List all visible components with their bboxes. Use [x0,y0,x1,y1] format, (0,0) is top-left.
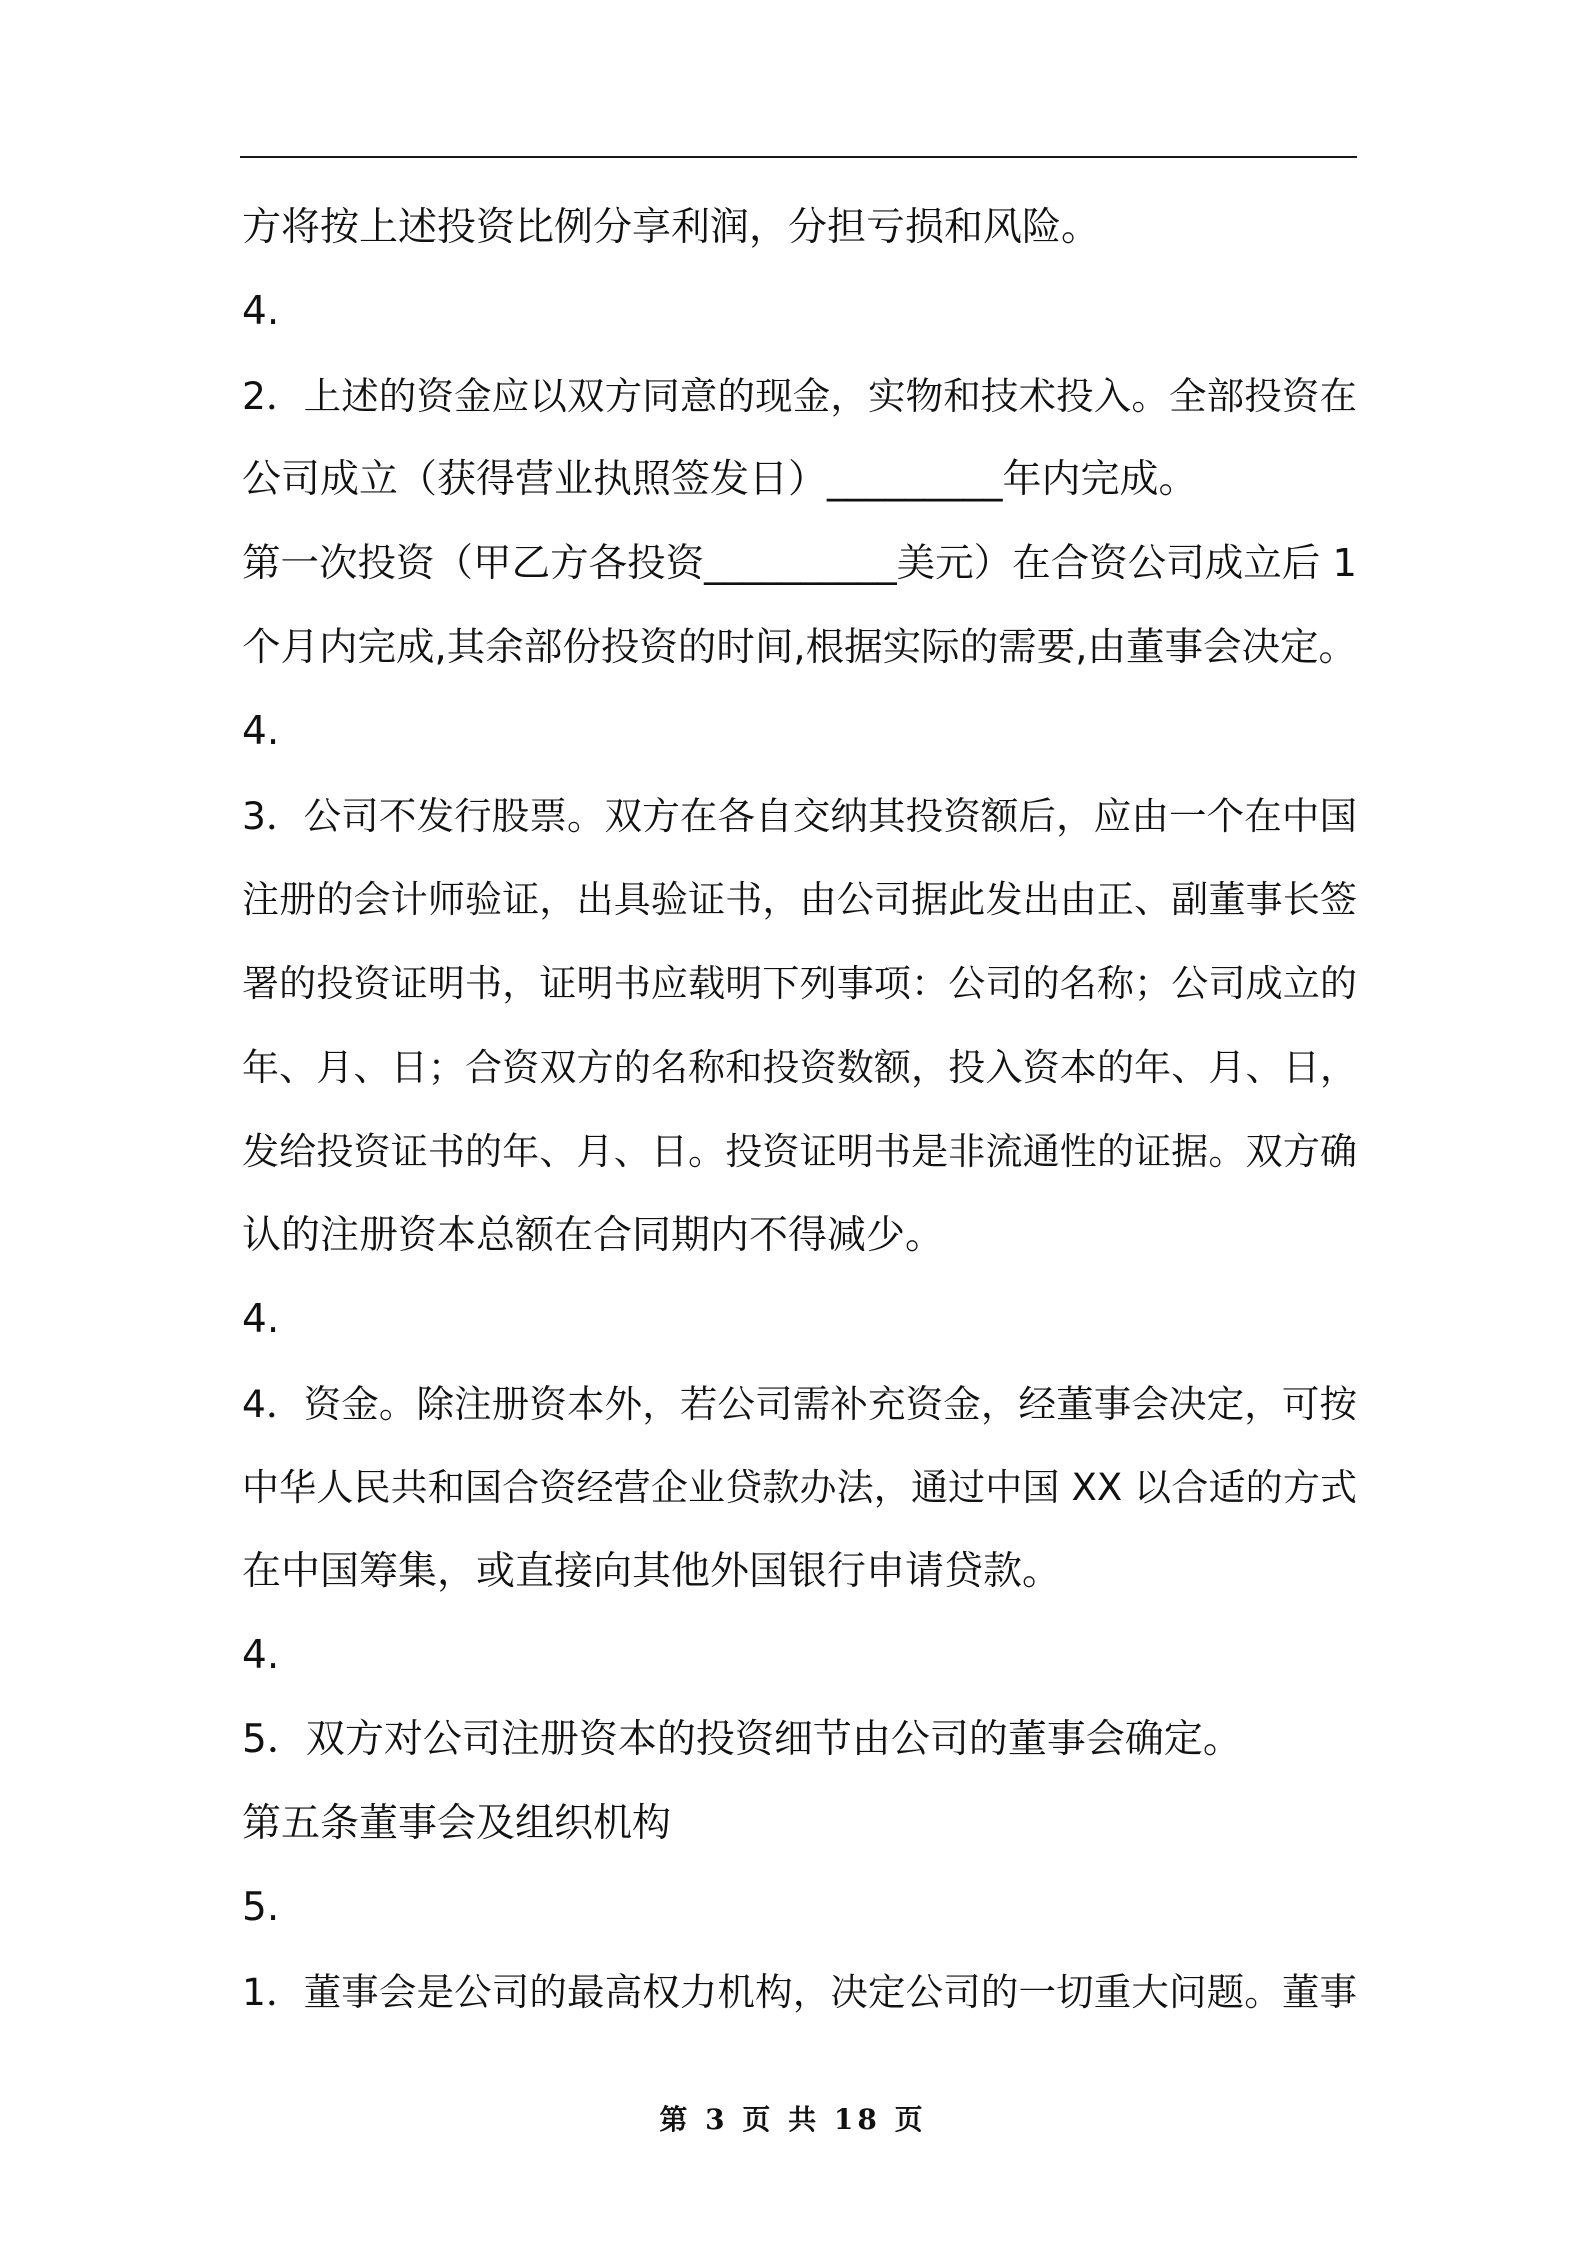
text-line: 个月内完成,其余部份投资的时间,根据实际的需要,由董事会决定。 [242,625,1357,670]
text-line: 发给投资证书的年、月、日。投资证明书是非流通性的证据。双方确 [242,1130,1357,1173]
text-line: 5．双方对公司注册资本的投资细节由公司的董事会确定。 [242,1717,1242,1762]
text-line: 中华人民共和国合资经营企业贷款办法，通过中国 XX 以合适的方式 [242,1466,1357,1509]
text-line: 4. [242,709,280,754]
document-body [242,196,1357,2044]
text-line: 署的投资证明书，证明书应载明下列事项：公司的名称；公司成立的 [242,962,1357,1005]
text-line: 认的注册资本总额在合同期内不得减少。 [242,1213,945,1258]
text-line: 注册的会计师验证，出具验证书，由公司据此发出由正、副董事长签 [242,878,1357,921]
page-footer: 第 3 页 共 18 页 [659,2103,927,2136]
text-line: 在中国筹集，或直接向其他外国银行申请贷款。 [242,1549,1062,1594]
text-line: 4．资金。除注册资本外，若公司需补充资金，经董事会决定，可按 [242,1382,1357,1426]
text-line: 2．上述的资金应以双方同意的现金，实物和技术投入。全部投资在 [242,374,1357,418]
text-line: 第一次投资（甲乙方各投资__________美元）在合资公司成立后 1 [242,541,1357,586]
text-line: 4. [242,1633,280,1678]
text-line: 4. [242,289,280,334]
text-line: 公司成立（获得营业执照签发日）_________年内完成。 [242,457,1198,502]
header-rule [240,156,1357,158]
text-line: 5. [242,1885,280,1930]
text-line: 4. [242,1297,280,1342]
text-line: 3．公司不发行股票。双方在各自交纳其投资额后，应由一个在中国 [242,794,1357,838]
section-heading: 第五条董事会及组织机构 [242,1801,672,1846]
text-line: 1．董事会是公司的最高权力机构，决定公司的一切重大问题。董事 [242,1970,1357,2014]
text-line: 方将按上述投资比例分享利润，分担亏损和风险。 [242,205,1101,250]
text-line: 年、月、日；合资双方的名称和投资数额，投入资本的年、月、日， [242,1046,1357,1089]
